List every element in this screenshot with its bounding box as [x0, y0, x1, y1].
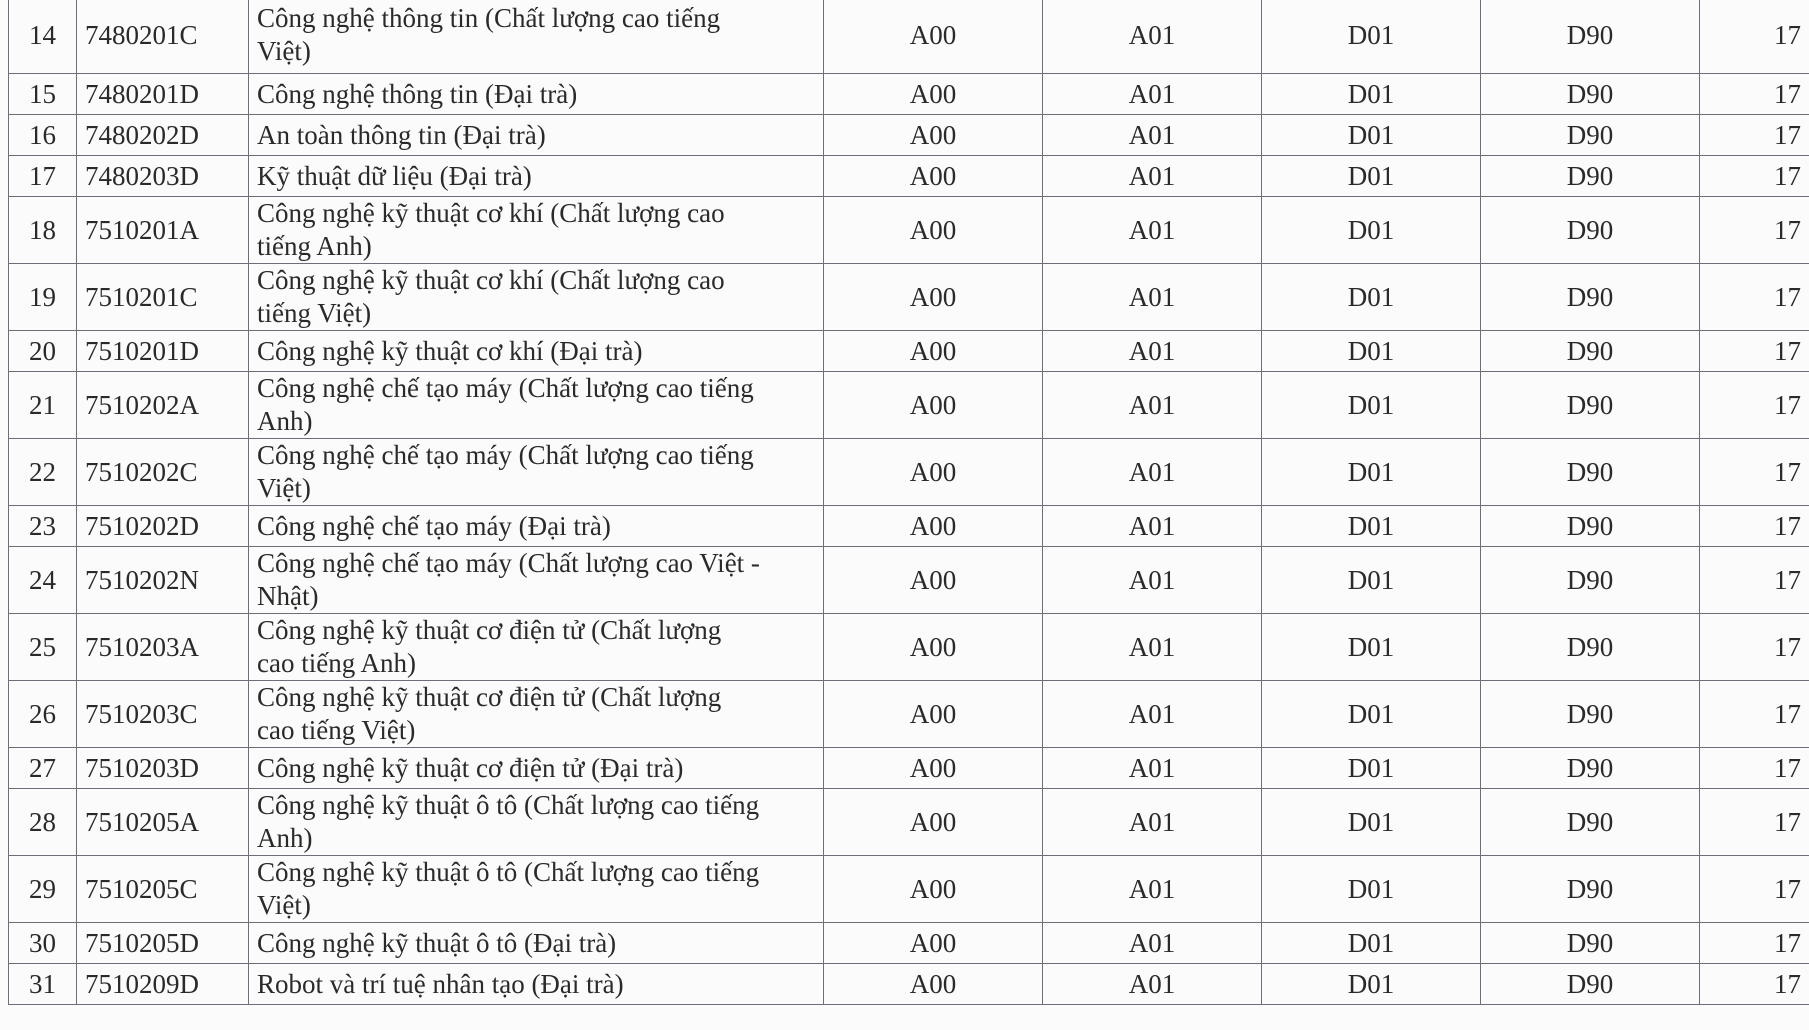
min-score-cell: 17 — [1700, 115, 1809, 156]
combination-1-cell: A00 — [824, 74, 1043, 115]
table-row — [9, 856, 1809, 923]
row-number-cell: 22 — [9, 439, 77, 506]
program-code-cell: 7480201C — [77, 0, 249, 74]
program-name-cell — [249, 331, 824, 372]
combination-3-cell: D01 — [1262, 331, 1481, 372]
combination-2-cell: A01 — [1043, 923, 1262, 964]
combination-1-cell: A00 — [824, 506, 1043, 547]
combination-4-cell: D90 — [1481, 331, 1700, 372]
min-score-cell: 17 — [1700, 856, 1809, 923]
min-score-cell: 17 — [1700, 964, 1809, 1005]
row-number-cell: 31 — [9, 964, 77, 1005]
program-code-cell: 7510209D — [77, 964, 249, 1005]
table-row — [9, 372, 1809, 439]
program-code-cell: 7510203D — [77, 748, 249, 789]
row-number-cell: 16 — [9, 115, 77, 156]
combination-2-cell: A01 — [1043, 789, 1262, 856]
combination-1-cell: A00 — [824, 197, 1043, 264]
combination-1-cell: A00 — [824, 439, 1043, 506]
program-code-cell: 7510202C — [77, 439, 249, 506]
program-code-cell: 7480203D — [77, 156, 249, 197]
combination-4-cell: D90 — [1481, 0, 1700, 74]
row-number-cell: 18 — [9, 197, 77, 264]
row-number-cell: 28 — [9, 789, 77, 856]
combination-3-cell: D01 — [1262, 964, 1481, 1005]
combination-1-cell: A00 — [824, 923, 1043, 964]
combination-4-cell: D90 — [1481, 681, 1700, 748]
program-name-line-2: cao tiếng Việt) — [257, 715, 416, 745]
row-number-cell: 15 — [9, 74, 77, 115]
program-name-line-1: Kỹ thuật dữ liệu (Đại trà) — [257, 160, 532, 191]
combination-3-cell: D01 — [1262, 856, 1481, 923]
combination-3-cell: D01 — [1262, 614, 1481, 681]
row-number-cell: 30 — [9, 923, 77, 964]
combination-3-cell: D01 — [1262, 0, 1481, 74]
table-row — [9, 264, 1809, 331]
combination-3-cell: D01 — [1262, 681, 1481, 748]
combination-2-cell: A01 — [1043, 614, 1262, 681]
combination-2-cell: A01 — [1043, 115, 1262, 156]
program-name-cell — [249, 614, 824, 681]
program-name-line-2: cao tiếng Anh) — [257, 648, 416, 678]
program-name-line-1: Công nghệ kỹ thuật cơ khí (Đại trà) — [257, 335, 643, 366]
combination-4-cell: D90 — [1481, 964, 1700, 1005]
program-name-line-1: Công nghệ chế tạo máy (Đại trà) — [257, 510, 611, 541]
program-name-cell — [249, 439, 824, 506]
row-number-cell: 27 — [9, 748, 77, 789]
combination-1-cell: A00 — [824, 0, 1043, 74]
program-name-line-1: Công nghệ chế tạo máy (Chất lượng cao tiếng — [257, 373, 754, 403]
program-code-cell: 7510201D — [77, 331, 249, 372]
combination-1-cell: A00 — [824, 156, 1043, 197]
combination-3-cell: D01 — [1262, 547, 1481, 614]
table-row — [9, 964, 1809, 1005]
combination-1-cell: A00 — [824, 964, 1043, 1005]
combination-4-cell: D90 — [1481, 614, 1700, 681]
program-name-line-1: Công nghệ kỹ thuật ô tô (Chất lượng cao tiếng — [257, 790, 760, 820]
combination-2-cell: A01 — [1043, 372, 1262, 439]
combination-2-cell: A01 — [1043, 156, 1262, 197]
combination-3-cell: D01 — [1262, 506, 1481, 547]
program-code-cell: 7510202N — [77, 547, 249, 614]
table-row — [9, 331, 1809, 372]
combination-3-cell: D01 — [1262, 748, 1481, 789]
min-score-cell: 17 — [1700, 547, 1809, 614]
program-name-line-1: Công nghệ thông tin (Chất lượng cao tiếng — [257, 3, 721, 33]
program-code-cell: 7510203A — [77, 614, 249, 681]
program-name-cell — [249, 0, 824, 74]
table-row — [9, 115, 1809, 156]
program-name-line-1: Công nghệ thông tin (Đại trà) — [257, 78, 578, 109]
combination-3-cell: D01 — [1262, 372, 1481, 439]
combination-1-cell: A00 — [824, 789, 1043, 856]
min-score-cell: 17 — [1700, 264, 1809, 331]
program-name-cell — [249, 789, 824, 856]
min-score-cell: 17 — [1700, 0, 1809, 74]
combination-2-cell: A01 — [1043, 439, 1262, 506]
combination-4-cell: D90 — [1481, 264, 1700, 331]
row-number-cell: 14 — [9, 0, 77, 74]
program-name-line-2: tiếng Anh) — [257, 231, 372, 261]
table-row — [9, 74, 1809, 115]
program-name-line-1: Công nghệ kỹ thuật cơ khí (Chất lượng cao — [257, 265, 725, 295]
combination-3-cell: D01 — [1262, 264, 1481, 331]
table-row — [9, 439, 1809, 506]
program-name-cell — [249, 964, 824, 1005]
combination-2-cell: A01 — [1043, 856, 1262, 923]
min-score-cell: 17 — [1700, 923, 1809, 964]
combination-2-cell: A01 — [1043, 506, 1262, 547]
program-name-line-2: Anh) — [257, 823, 313, 853]
combination-2-cell: A01 — [1043, 197, 1262, 264]
combination-2-cell: A01 — [1043, 964, 1262, 1005]
program-name-line-1: Công nghệ kỹ thuật ô tô (Chất lượng cao tiếng — [257, 857, 760, 887]
combination-4-cell: D90 — [1481, 748, 1700, 789]
combination-2-cell: A01 — [1043, 681, 1262, 748]
program-name-cell — [249, 681, 824, 748]
min-score-cell: 17 — [1700, 681, 1809, 748]
combination-4-cell: D90 — [1481, 506, 1700, 547]
min-score-cell: 17 — [1700, 197, 1809, 264]
table-row — [9, 156, 1809, 197]
program-name-line-1: Công nghệ kỹ thuật cơ điện tử (Chất lượng — [257, 615, 722, 645]
row-number-cell: 23 — [9, 506, 77, 547]
program-code-cell: 7480201D — [77, 74, 249, 115]
row-number-cell: 20 — [9, 331, 77, 372]
combination-4-cell: D90 — [1481, 439, 1700, 506]
table-row — [9, 614, 1809, 681]
program-code-cell: 7510201A — [77, 197, 249, 264]
combination-3-cell: D01 — [1262, 156, 1481, 197]
table-row — [9, 506, 1809, 547]
combination-3-cell: D01 — [1262, 923, 1481, 964]
min-score-cell: 17 — [1700, 789, 1809, 856]
combination-4-cell: D90 — [1481, 156, 1700, 197]
program-name-line-1: Robot và trí tuệ nhân tạo (Đại trà) — [257, 968, 624, 999]
program-code-cell: 7510205A — [77, 789, 249, 856]
combination-4-cell: D90 — [1481, 115, 1700, 156]
program-name-cell — [249, 748, 824, 789]
program-name-cell — [249, 74, 824, 115]
row-number-cell: 26 — [9, 681, 77, 748]
combination-2-cell: A01 — [1043, 748, 1262, 789]
row-number-cell: 24 — [9, 547, 77, 614]
program-name-cell — [249, 115, 824, 156]
min-score-cell: 17 — [1700, 331, 1809, 372]
combination-2-cell: A01 — [1043, 264, 1262, 331]
combination-4-cell: D90 — [1481, 74, 1700, 115]
combination-3-cell: D01 — [1262, 789, 1481, 856]
program-name-cell — [249, 156, 824, 197]
program-name-cell — [249, 506, 824, 547]
table-row — [9, 547, 1809, 614]
program-code-cell: 7510205C — [77, 856, 249, 923]
combination-1-cell: A00 — [824, 681, 1043, 748]
min-score-cell: 17 — [1700, 614, 1809, 681]
combination-3-cell: D01 — [1262, 115, 1481, 156]
combination-1-cell: A00 — [824, 547, 1043, 614]
program-name-cell — [249, 197, 824, 264]
program-name-cell — [249, 856, 824, 923]
row-number-cell: 25 — [9, 614, 77, 681]
combination-4-cell: D90 — [1481, 789, 1700, 856]
combination-2-cell: A01 — [1043, 0, 1262, 74]
program-name-line-2: Việt) — [257, 473, 311, 503]
combination-4-cell: D90 — [1481, 372, 1700, 439]
program-name-cell — [249, 372, 824, 439]
admissions-table — [8, 0, 1809, 1005]
row-number-cell: 19 — [9, 264, 77, 331]
program-name-line-1: Công nghệ kỹ thuật ô tô (Đại trà) — [257, 927, 617, 958]
combination-3-cell: D01 — [1262, 197, 1481, 264]
combination-1-cell: A00 — [824, 856, 1043, 923]
combination-1-cell: A00 — [824, 264, 1043, 331]
min-score-cell: 17 — [1700, 74, 1809, 115]
table-row — [9, 789, 1809, 856]
combination-1-cell: A00 — [824, 372, 1043, 439]
combination-4-cell: D90 — [1481, 547, 1700, 614]
program-name-cell — [249, 923, 824, 964]
combination-2-cell: A01 — [1043, 74, 1262, 115]
combination-4-cell: D90 — [1481, 197, 1700, 264]
min-score-cell: 17 — [1700, 506, 1809, 547]
program-name-line-1: Công nghệ kỹ thuật cơ khí (Chất lượng cao — [257, 198, 725, 228]
combination-3-cell: D01 — [1262, 439, 1481, 506]
program-code-cell: 7510205D — [77, 923, 249, 964]
program-name-cell — [249, 264, 824, 331]
table-row — [9, 681, 1809, 748]
combination-3-cell: D01 — [1262, 74, 1481, 115]
table-row — [9, 0, 1809, 74]
combination-4-cell: D90 — [1481, 856, 1700, 923]
program-name-cell — [249, 547, 824, 614]
combination-2-cell: A01 — [1043, 547, 1262, 614]
min-score-cell: 17 — [1700, 156, 1809, 197]
program-name-line-1: Công nghệ chế tạo máy (Chất lượng cao Việt - — [257, 548, 760, 578]
program-name-line-1: Công nghệ kỹ thuật cơ điện tử (Đại trà) — [257, 752, 684, 783]
program-code-cell: 7510203C — [77, 681, 249, 748]
min-score-cell: 17 — [1700, 439, 1809, 506]
table-row — [9, 197, 1809, 264]
row-number-cell: 21 — [9, 372, 77, 439]
program-code-cell: 7510202D — [77, 506, 249, 547]
min-score-cell: 17 — [1700, 372, 1809, 439]
program-name-line-2: Việt) — [257, 890, 311, 920]
program-name-line-2: tiếng Việt) — [257, 298, 372, 328]
program-name-line-2: Anh) — [257, 406, 313, 436]
combination-2-cell: A01 — [1043, 331, 1262, 372]
row-number-cell: 17 — [9, 156, 77, 197]
table-row — [9, 748, 1809, 789]
program-name-line-1: Công nghệ kỹ thuật cơ điện tử (Chất lượng — [257, 682, 722, 712]
table-row — [9, 923, 1809, 964]
combination-1-cell: A00 — [824, 748, 1043, 789]
table-body — [9, 0, 1809, 1005]
combination-1-cell: A00 — [824, 331, 1043, 372]
program-code-cell: 7510202A — [77, 372, 249, 439]
combination-4-cell: D90 — [1481, 923, 1700, 964]
combination-1-cell: A00 — [824, 614, 1043, 681]
program-name-line-1: An toàn thông tin (Đại trà) — [257, 119, 546, 150]
min-score-cell: 17 — [1700, 748, 1809, 789]
combination-1-cell: A00 — [824, 115, 1043, 156]
program-name-line-2: Nhật) — [257, 581, 319, 611]
program-code-cell: 7510201C — [77, 264, 249, 331]
row-number-cell: 29 — [9, 856, 77, 923]
program-name-line-2: Việt) — [257, 36, 311, 66]
program-name-line-1: Công nghệ chế tạo máy (Chất lượng cao tiếng — [257, 440, 754, 470]
program-code-cell: 7480202D — [77, 115, 249, 156]
